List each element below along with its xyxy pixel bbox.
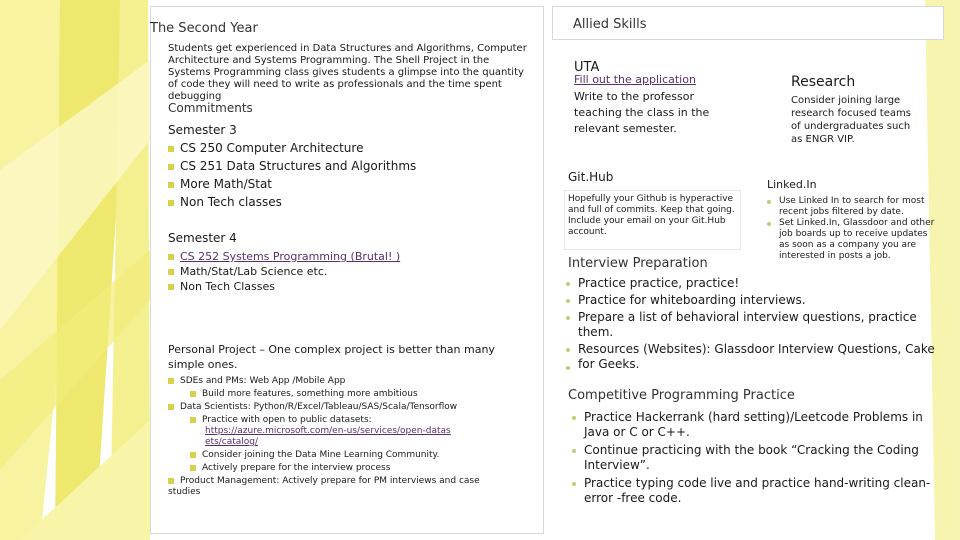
list-item: Prepare a list of behavioral interview questions, practice them. (566, 310, 942, 340)
linkedin-heading: Linked.In (767, 178, 817, 191)
allied-skills-title: Allied Skills (573, 17, 647, 32)
empty-bullet (566, 366, 570, 370)
page-title: The Second Year (150, 21, 258, 36)
linkedin-list (767, 196, 937, 262)
competitive-list (572, 410, 942, 506)
list-item: Practice with open to public datasets: (190, 415, 528, 426)
list-item: SDEs and PMs: Web App /Mobile App (168, 376, 528, 387)
cs252-link[interactable]: CS 252 Systems Programming (Brutal! ) (180, 250, 401, 263)
list-item: Non Tech classes (168, 195, 528, 210)
research-text: Consider joining large research focused teams of undergraduates such as ENGR VIP. (791, 95, 911, 145)
list-item: CS 251 Data Structures and Algorithms (168, 159, 528, 174)
list-item: Actively prepare for the interview process (190, 463, 528, 474)
interview-list (566, 276, 942, 372)
list-item: Practice for whiteboarding interviews. (566, 293, 942, 308)
list-item: Practice typing code live and practice hand-writing clean-error -free code. (572, 476, 942, 506)
list-item: Practice practice, practice! (566, 276, 942, 291)
commitments-heading: Commitments (168, 101, 253, 115)
list-item: More Math/Stat (168, 177, 528, 192)
interview-heading: Interview Preparation (568, 256, 708, 271)
uta-text: Write to the professor teaching the class in the relevant semester. (574, 90, 710, 135)
list-item: Product Management: Actively prepare for PM interviews and case studies (168, 476, 480, 497)
open-datasets-link[interactable]: https://azure.microsoft.com/en-us/services/open-datasets/catalog/ (205, 426, 451, 447)
list-item: Data Scientists: Python/R/Excel/Tableau/SAS/Scala/Tensorflow (168, 402, 528, 413)
list-item[interactable] (168, 250, 528, 263)
uta-application-link[interactable]: Fill out the application (574, 73, 696, 86)
intro-text: Students get experienced in Data Structures and Algorithms, Computer Architecture and Systems Programming. The Shell Project in the Systems Programming class gives students a glimpse into the quantity of code they will need to write as professionals and the time spent debugging (168, 43, 527, 102)
semester-4-heading: Semester 4 (168, 231, 237, 245)
list-item: Consider joining the Data Mine Learning Community. (190, 450, 528, 461)
github-heading: Git.Hub (568, 170, 614, 184)
list-item: Practice Hackerrank (hard setting)/Leetcode Problems in Java or C or C++. (572, 410, 942, 440)
semester-3-heading: Semester 3 (168, 123, 237, 137)
uta-heading: UTA (574, 60, 600, 75)
list-item: Continue practicing with the book “Cracking the Coding Interview”. (572, 443, 942, 473)
github-text: Hopefully your Github is hyperactive and full of commits. Keep that going. Include your email on your Git.Hub account. (568, 194, 735, 237)
research-heading: Research (791, 74, 856, 90)
personal-project-heading: Personal Project – One complex project is better than many simple ones. (168, 343, 495, 371)
list-item: Non Tech Classes (168, 280, 528, 293)
list-item: Build more features, something more ambitious (190, 389, 528, 400)
semester-4-list (168, 250, 528, 293)
dataset-link-row[interactable] (205, 426, 455, 448)
semester-3-list (168, 141, 528, 210)
list-item: Resources (Websites): Glassdoor Interview Questions, Cake for Geeks. (566, 342, 942, 372)
list-item: Set Linked.In, Glassdoor and other job boards up to receive updates as soon as a company you are interested in posts a job. (767, 218, 937, 262)
project-details (168, 376, 528, 498)
list-item: CS 250 Computer Architecture (168, 141, 528, 156)
list-item: Math/Stat/Lab Science etc. (168, 265, 528, 278)
list-item: Use Linked In to search for most recent jobs filtered by date. (767, 196, 937, 218)
competitive-heading: Competitive Programming Practice (568, 388, 795, 403)
